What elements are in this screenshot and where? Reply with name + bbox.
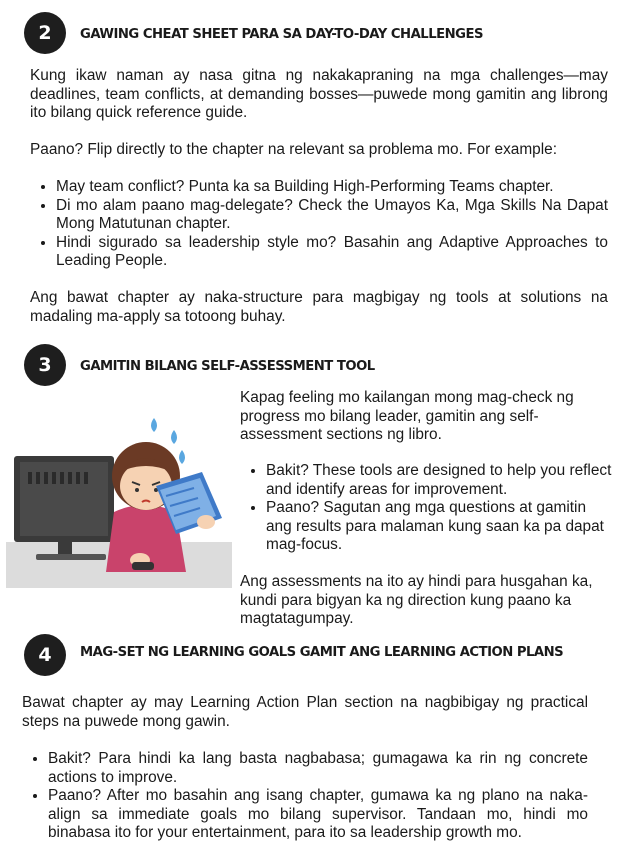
section-4-header (24, 634, 580, 676)
person-reading-book-at-computer-illustration (6, 404, 236, 592)
section-number-badge: 3 (24, 344, 66, 386)
section-3-intro: Kapag feeling mo kailangan mong mag-check ng progress mo bilang leader, gamitin ang self-assessment sections ng libro. (240, 389, 574, 443)
section-2-bullet-list (30, 178, 608, 271)
section-3-closing: Ang assessments na ito ay hindi para husgahan ka, kundi para bigyan ka ng direction kung paano ka magtatagumpay. (240, 573, 593, 627)
section-title: MAG-SET NG LEARNING GOALS GAMIT ANG LEARNING ACTION PLANS (80, 645, 564, 660)
section-2-header (24, 12, 483, 54)
list-item: • Di mo alam paano mag-delegate? Check the Umayos Ka, Mga Skills Na Dapat Mong Matutunan chapter. (56, 197, 608, 234)
list-item: • Hindi sigurado sa leadership style mo? Basahin ang Adaptive Approaches to Leading People. (56, 234, 608, 271)
section-title: GAWING CHEAT SHEET PARA SA DAY-TO-DAY CHALLENGES (80, 27, 483, 42)
section-2-paragraph-1: Kung ikaw naman ay nasa gitna ng nakakapraning na mga challenges—may deadlines, team conflicts, at demanding bosses—puwede mong gamitin ang librong ito bilang quick reference guide. (30, 67, 608, 121)
section-title: GAMITIN BILANG SELF-ASSESSMENT TOOL (80, 359, 375, 374)
section-number-badge: 4 (24, 634, 66, 676)
list-item: • Paano? Sagutan ang mga questions at gamitin ang results para malaman kung saan ka pa dapat mag-focus. (266, 499, 612, 555)
list-item: • May team conflict? Punta ka sa Building High-Performing Teams chapter. (56, 178, 608, 197)
section-4-bullet-list (22, 750, 588, 843)
list-item: • Paano? After mo basahin ang isang chapter, gumawa ka ng plano na naka-align sa immediate goals mo bilang supervisor. Tandaan mo, hindi mo binabasa ito for your entertainment, para ito sa leadership growth mo. (48, 787, 588, 843)
section-4-intro: Bawat chapter ay may Learning Action Plan section na nagbibigay ng practical steps na puwede mong gawin. (22, 694, 588, 730)
list-item: • Bakit? These tools are designed to help you reflect and identify areas for improvement. (266, 462, 612, 499)
section-2-closing: Ang bawat chapter ay naka-structure para magbigay ng tools at solutions na madaling ma-apply sa totoong buhay. (30, 289, 608, 325)
section-2-paragraph-2: Paano? Flip directly to the chapter na relevant sa problema mo. For example: (30, 141, 557, 158)
section-3-header (24, 344, 375, 386)
section-3-bullet-list (240, 462, 612, 555)
list-item: • Bakit? Para hindi ka lang basta nagbabasa; gumagawa ka rin ng concrete actions to improve. (48, 750, 588, 787)
section-number-badge: 2 (24, 12, 66, 54)
